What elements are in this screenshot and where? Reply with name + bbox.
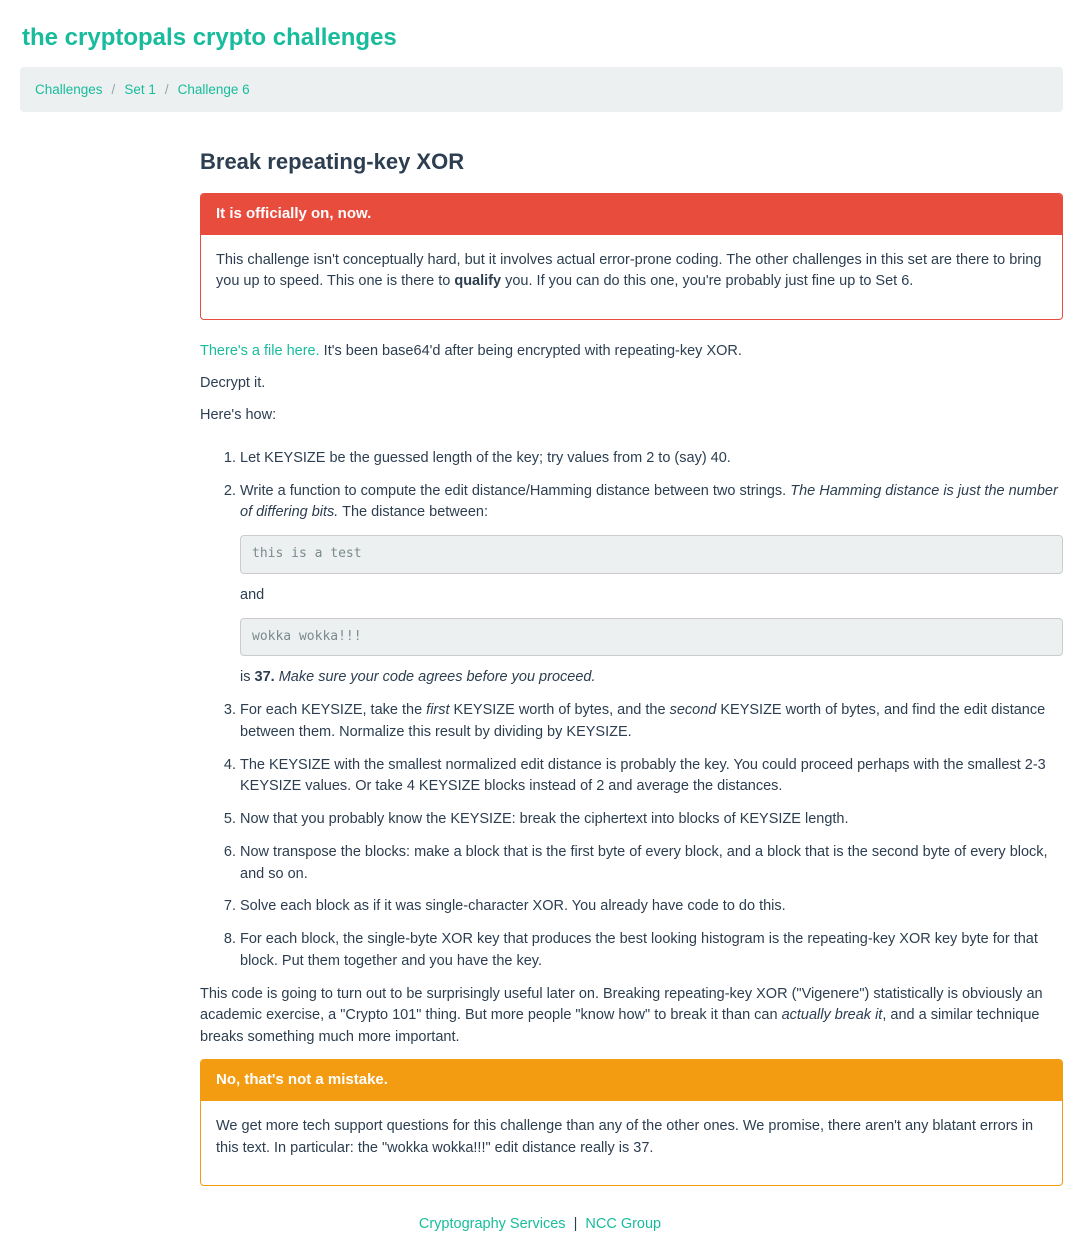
code-block: wokka wokka!!! (240, 618, 1063, 657)
step-paragraph (240, 700, 1063, 744)
text-segment: For each block, the single-byte XOR key that produces the best looking histogram is the repeating-key XOR key byte for that block. Put them together and you have the key. (240, 931, 1038, 969)
instruction-step (240, 929, 1063, 973)
intro-paragraphs (200, 341, 1063, 427)
alert-warning-title: No, that's not a mistake. (201, 1060, 1062, 1101)
instruction-step (240, 896, 1063, 918)
text-segment: It's been base64'd after being encrypted with repeating-key XOR. (319, 342, 742, 359)
text-segment: Now transpose the blocks: make a block that is the first byte of every block, and a block that is the second byte of every block, and so on. (240, 843, 1048, 882)
text-segment: qualify (454, 273, 502, 290)
step-paragraph (240, 755, 1063, 799)
alert-danger-title: It is officially on, now. (201, 194, 1062, 235)
instruction-step (240, 842, 1063, 886)
text-segment: KEYSIZE worth of bytes, and find the edit distance between them. Normalize this result by dividing by KEYSIZE. (240, 702, 1046, 740)
step-paragraph (240, 809, 1063, 831)
closing-paragraph (200, 984, 1063, 1049)
instruction-step (240, 755, 1063, 799)
step-paragraph (240, 448, 1063, 470)
step-paragraph (240, 929, 1063, 973)
alert-danger-body (201, 235, 1062, 319)
breadcrumb-item-set-1[interactable]: Set 1 (124, 82, 156, 97)
text-segment: Here's how: (200, 407, 277, 423)
instruction-list (200, 448, 1063, 973)
text-segment: KEYSIZE worth of bytes, and the (449, 702, 670, 719)
text-segment: you. If you can do this one, you're probably just fine up to Set 6. (501, 273, 914, 290)
alert-danger-panel (200, 193, 1063, 320)
step-paragraph (240, 481, 1063, 525)
text-segment: We get more tech support questions for this challenge than any of the other ones. We promise, there aren't any blatant errors in this text. In particular: the "wokka wokka!!!" edit distance really is 37. (216, 1117, 1034, 1156)
text-segment: The Hamming distance is just the number of differing bits. (240, 482, 1058, 521)
instruction-step (240, 700, 1063, 744)
page-title: Break repeating-key XOR (200, 149, 465, 174)
main-content (200, 145, 1063, 1186)
step-paragraph (240, 842, 1063, 886)
alert-warning-text (216, 1116, 1047, 1160)
breadcrumb-separator: / (164, 82, 169, 97)
text-segment: For each KEYSIZE, take the (240, 702, 427, 719)
step-paragraph (240, 896, 1063, 918)
text-segment: second (669, 702, 717, 719)
site-footer (0, 1216, 1080, 1232)
text-segment: The KEYSIZE with the smallest normalized edit distance is probably the key. You could proceed perhaps with the smallest 2-3 KEYSIZE values. Or take 4 KEYSIZE blocks instead of 2 and average the distances. (240, 756, 1046, 795)
intro-paragraph (200, 405, 1063, 427)
text-segment: This challenge isn't conceptually hard, but it involves actual error-prone coding. The other challenges in this set are there to bring you up to speed. This one is there to (216, 251, 1042, 290)
inline-link[interactable]: There's a file here. (200, 342, 320, 359)
breadcrumb (20, 67, 1063, 112)
footer-separator: | (573, 1215, 578, 1232)
footer-link-ncc-group[interactable]: NCC Group (585, 1215, 662, 1232)
text-segment: This code is going to turn out to be surprisingly useful later on. Breaking repeating-key XOR ("Vigenere") statistically is obviously an academic exercise, a "Crypto 101" thing. But more people "know how" to break it than can (200, 985, 1043, 1024)
text-segment: first (426, 702, 450, 719)
alert-warning-body (201, 1101, 1062, 1185)
instruction-step (240, 448, 1063, 470)
text-segment: Decrypt it. (200, 374, 266, 391)
code-block: this is a test (240, 535, 1063, 574)
intro-paragraph (200, 341, 1063, 363)
text-segment: Solve each block as if it was single-character XOR. You already have code to do this. (240, 898, 786, 915)
alert-warning-panel (200, 1059, 1063, 1186)
text-segment: Make sure your code agrees before you proceed. (278, 669, 596, 686)
intro-paragraph (200, 373, 1063, 395)
step-paragraph (240, 585, 1063, 607)
text-segment: , and a similar technique breaks something much more important. (200, 1007, 1040, 1046)
alert-danger-text (216, 250, 1047, 294)
footer-link-cryptography-services[interactable]: Cryptography Services (418, 1215, 566, 1232)
text-segment: is (240, 669, 255, 686)
text-segment: Write a function to compute the edit distance/Hamming distance between two strings. (240, 482, 791, 499)
text-segment: actually break it (781, 1007, 883, 1024)
instruction-step (240, 481, 1063, 690)
site-title: the cryptopals crypto challenges (22, 24, 397, 51)
breadcrumb-item-challenges[interactable]: Challenges (35, 82, 103, 97)
text-segment: Now that you probably know the KEYSIZE: break the ciphertext into blocks of KEYSIZE length. (240, 811, 849, 828)
instruction-step (240, 809, 1063, 831)
step-paragraph (240, 667, 1063, 689)
breadcrumb-item-challenge-6[interactable]: Challenge 6 (177, 82, 250, 97)
text-segment: and (240, 586, 265, 603)
breadcrumb-separator: / (111, 82, 116, 97)
text-segment: Let KEYSIZE be the guessed length of the key; try values from 2 to (say) 40. (240, 449, 731, 466)
text-segment: 37. (254, 669, 275, 686)
text-segment: The distance between: (338, 504, 488, 521)
